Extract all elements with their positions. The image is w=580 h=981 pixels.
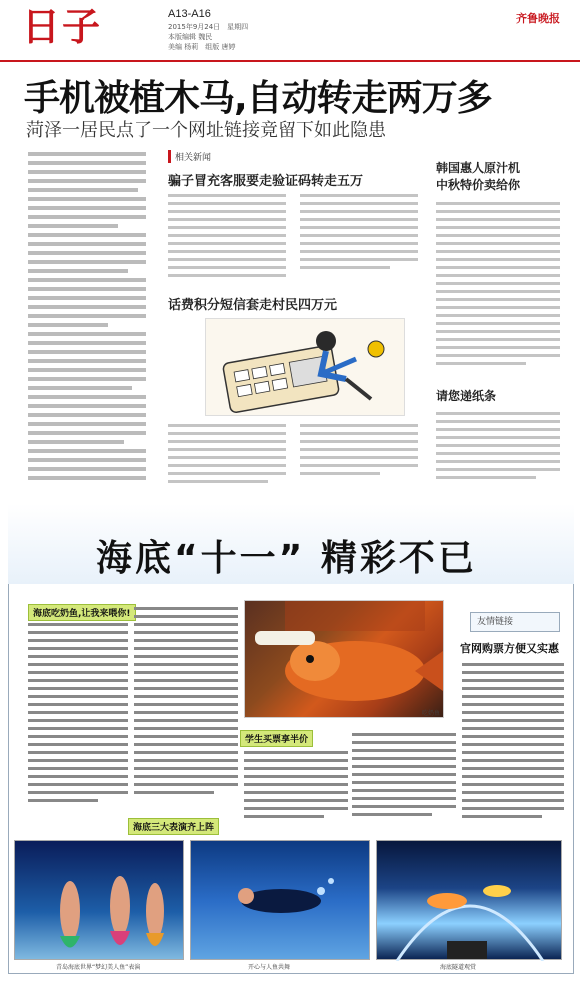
caption-dancing: 开心与人鱼共舞 [248, 964, 291, 971]
body-text-lines [28, 150, 148, 490]
right1-text-lines [436, 200, 560, 376]
right-story2-body [436, 410, 560, 490]
ad-title: 海底“十一” 精彩不已 [96, 538, 477, 579]
related-story2-title: 话费积分短信套走村民四万元 [168, 298, 338, 313]
mermaid-icon [15, 841, 185, 961]
cartoon-illustration [205, 318, 405, 416]
ticket-text-lines [462, 660, 564, 830]
aquarium-tunnel-icon [377, 841, 563, 961]
right-story1-title [436, 160, 520, 194]
friend-link-box[interactable]: 友情链接 [470, 612, 560, 632]
student-discount-body [244, 748, 348, 828]
feeding-text-lines [28, 620, 128, 810]
main-story-body [28, 150, 148, 490]
page-header [0, 0, 580, 62]
ticket-info-body [462, 660, 564, 830]
meta-editor: 本版编辑 魏民 [168, 33, 213, 41]
related-story1-body [168, 192, 418, 287]
tag-student-discount: 学生买票享半价 [240, 730, 313, 747]
koi-fish-icon [245, 601, 445, 719]
right-story2-title: 请您递纸条 [436, 389, 497, 403]
related-news-tag: 相关新闻 [168, 150, 211, 163]
caption-mermaid-show: 青岛海底世界“梦幻美人鱼”表演 [56, 964, 141, 971]
tag-feeding-fish: 海底吃奶鱼,让我来喂你! [28, 604, 136, 621]
right-story1-body [436, 200, 560, 376]
fish-photo-caption: 吃奶鱼 [422, 710, 441, 717]
related-story1-title: 骗子冒充客服要走验证码转走五万 [168, 174, 364, 189]
section-logo: 日子 [22, 4, 103, 49]
tunnel-viewing-photo [376, 840, 562, 960]
edition-meta [168, 22, 248, 52]
tag-three-shows: 海底三大表演齐上阵 [128, 818, 219, 835]
diver-icon [191, 841, 371, 961]
mermaid-show-photo [14, 840, 184, 960]
student-text-lines-2 [352, 730, 456, 830]
student-text-lines [244, 748, 348, 828]
caption-tunnel: 海底隧道观赏 [440, 964, 477, 971]
page-range: A13-A16 [168, 8, 211, 20]
dancing-with-mermaid-photo [190, 840, 370, 960]
feeding-text-lines-2 [134, 604, 238, 814]
story2-text-lines [168, 422, 418, 490]
friend-link-title: 官网购票方便又实惠 [460, 642, 559, 655]
feeding-fish-body [28, 620, 128, 810]
feeding-fish-body-cont [134, 604, 238, 814]
student-discount-body-cont [352, 730, 456, 830]
feeding-fish-photo [244, 600, 444, 718]
newspaper-name: 齐鲁晚报 [516, 12, 560, 25]
right-story1-title-line2: 中秋特价卖给你 [436, 178, 521, 192]
phone-cartoon-icon [206, 319, 406, 417]
main-headline: 手机被植木马,自动转走两万多 [24, 78, 492, 119]
right-story1-title-line1: 韩国惠人原汁机 [436, 161, 521, 175]
related-story2-body [168, 422, 418, 490]
right2-text-lines [436, 410, 560, 490]
story1-text-lines [168, 192, 418, 287]
meta-date: 2015年9月24日 星期四 [168, 23, 249, 31]
meta-designer: 美编 杨莉 组版 唐婷 [168, 43, 236, 51]
main-subhead: 菏泽一居民点了一个网址链接竟留下如此隐患 [26, 120, 386, 141]
